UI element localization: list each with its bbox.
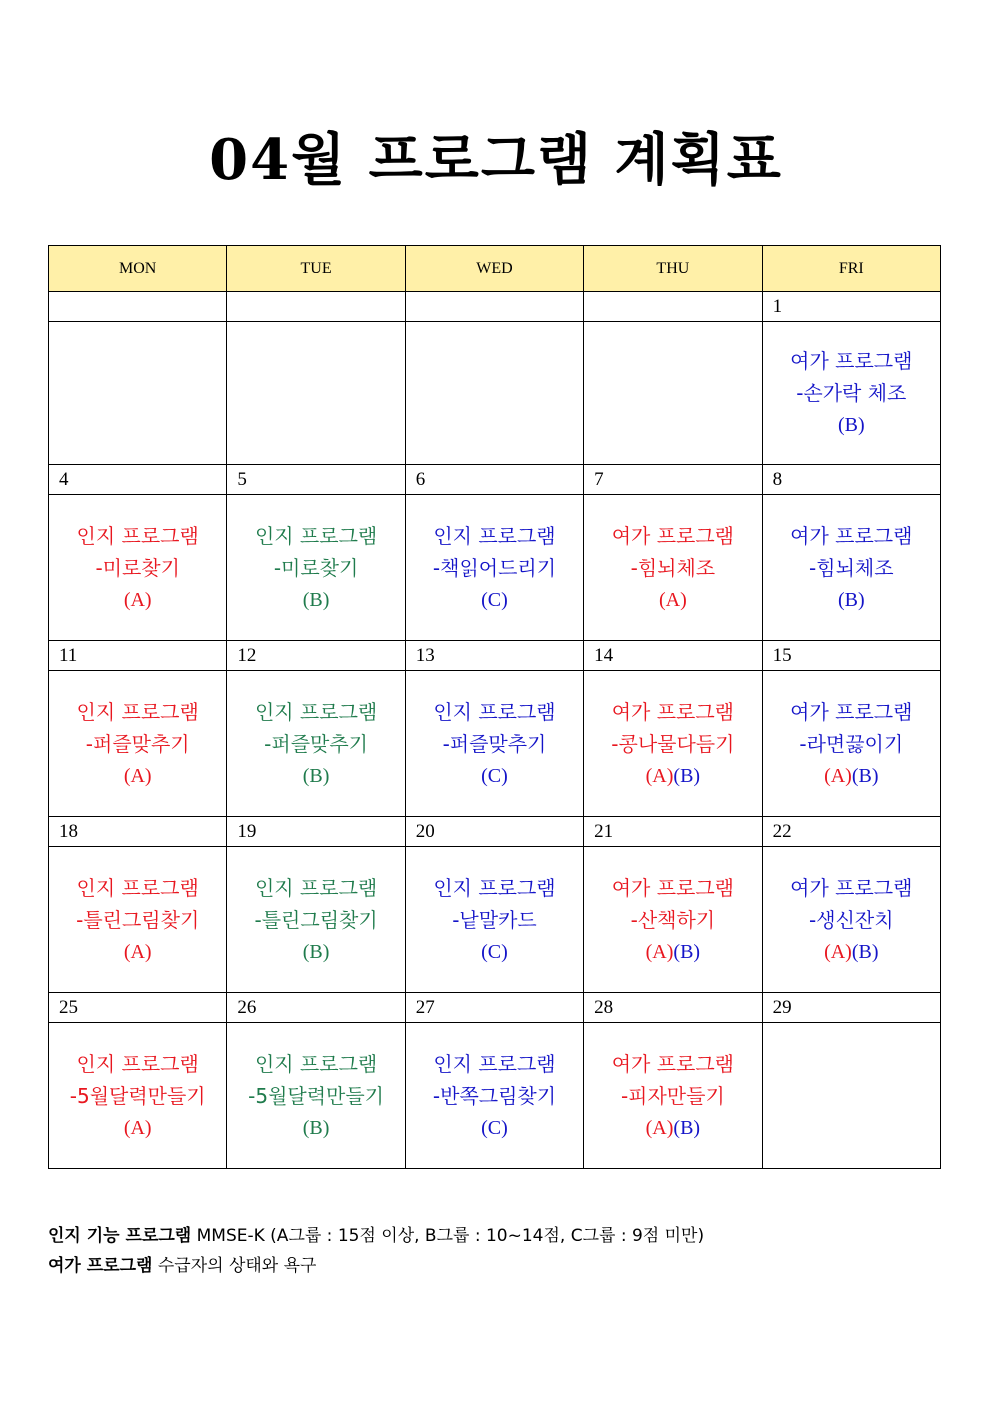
date-cell-fri: 29: [762, 993, 940, 1023]
program-type: 인지 프로그램: [76, 523, 199, 548]
group-label: (B): [673, 764, 701, 787]
legend-cognitive: [48, 1221, 704, 1251]
group-label: (C): [481, 940, 508, 963]
header-thu: THU: [584, 246, 762, 292]
date-cell-tue: 26: [227, 993, 405, 1023]
program-row: [49, 322, 941, 465]
date-cell-wed: 20: [405, 817, 583, 847]
program-activity: -산책하기: [630, 907, 716, 932]
group-label: (C): [481, 588, 508, 611]
program-groups: [763, 936, 940, 968]
program-cell-fri: [762, 671, 940, 817]
program-activity: -콩나물다듬기: [611, 731, 735, 756]
program-cell-tue: [227, 495, 405, 641]
date-row: [49, 465, 941, 495]
group-label: (A): [645, 764, 674, 787]
header-tue: TUE: [227, 246, 405, 292]
program-type: 여가 프로그램: [790, 699, 913, 724]
group-label: (B): [302, 764, 330, 787]
program-activity: -책읽어드리기: [432, 555, 557, 580]
program-cell-mon: [49, 847, 227, 993]
program-groups: [584, 936, 761, 968]
date-cell-mon: 18: [49, 817, 227, 847]
date-cell-tue: [227, 292, 405, 322]
program-activity: -퍼즐맞추기: [85, 731, 190, 756]
date-cell-tue: 19: [227, 817, 405, 847]
program-type: 인지 프로그램: [254, 699, 378, 724]
date-cell-mon: 25: [49, 993, 227, 1023]
date-row: [49, 993, 941, 1023]
program-cell-fri: [762, 1023, 940, 1169]
program-groups: [763, 409, 940, 441]
date-cell-fri: 22: [762, 817, 940, 847]
program-cell-tue: [227, 671, 405, 817]
program-cell-thu: [584, 322, 762, 465]
date-cell-thu: 21: [584, 817, 762, 847]
group-label: (A): [123, 1116, 152, 1139]
program-activity: -5월달력만들기: [69, 1083, 206, 1108]
page-title: 04월 프로그램 계획표: [209, 127, 783, 193]
date-cell-wed: 13: [405, 641, 583, 671]
program-groups: [49, 936, 226, 968]
group-label: (B): [851, 764, 879, 787]
program-type: 인지 프로그램: [254, 1051, 378, 1076]
program-activity: -틀린그림찾기: [76, 907, 200, 932]
program-type: 여가 프로그램: [790, 349, 913, 373]
program-groups: [49, 1112, 226, 1144]
group-label: (A): [123, 588, 152, 611]
group-label: (A): [658, 588, 687, 611]
date-cell-tue: 12: [227, 641, 405, 671]
program-type: 여가 프로그램: [611, 699, 734, 724]
program-row: [49, 671, 941, 817]
header-wed: WED: [405, 246, 583, 292]
program-cell-mon: [49, 1023, 227, 1169]
program-type: 인지 프로그램: [254, 523, 378, 548]
program-type: 여가 프로그램: [790, 875, 913, 900]
program-cell-wed: [405, 1023, 583, 1169]
program-cell-mon: [49, 671, 227, 817]
program-cell-thu: [584, 671, 762, 817]
program-type: 여가 프로그램: [611, 523, 734, 548]
program-row: [49, 495, 941, 641]
program-groups: [49, 760, 226, 792]
date-cell-wed: 6: [405, 465, 583, 495]
program-calendar: [48, 245, 941, 1169]
program-groups: [227, 584, 404, 616]
date-cell-fri: 1: [762, 292, 940, 322]
program-activity: -틀린그림찾기: [254, 907, 378, 932]
legend-cognitive-text: MMSE-K (A그룹 : 15점 이상, B그룹 : 10~14점, C그룹 : 9점 미만): [191, 1226, 705, 1246]
legend-leisure: [48, 1251, 316, 1281]
date-cell-tue: 5: [227, 465, 405, 495]
date-cell-fri: 15: [762, 641, 940, 671]
program-groups: [227, 936, 404, 968]
program-activity: -퍼즐맞추기: [264, 731, 368, 756]
date-cell-mon: 4: [49, 465, 227, 495]
program-cell-mon: [49, 322, 227, 465]
program-cell-wed: [405, 495, 583, 641]
program-type: 인지 프로그램: [254, 875, 378, 900]
program-cell-thu: [584, 847, 762, 993]
group-label: (A): [123, 940, 152, 963]
calendar-body: [49, 292, 941, 1169]
date-cell-thu: 7: [584, 465, 762, 495]
program-type: 인지 프로그램: [76, 1051, 199, 1076]
group-label: (B): [673, 1116, 701, 1139]
program-activity: -미로찾기: [95, 555, 180, 580]
program-cell-wed: [405, 847, 583, 993]
program-cell-mon: [49, 495, 227, 641]
program-cell-thu: [584, 1023, 762, 1169]
group-label: (B): [851, 940, 879, 963]
date-row: [49, 641, 941, 671]
program-cell-tue: [227, 847, 405, 993]
program-row: [49, 847, 941, 993]
date-cell-mon: 11: [49, 641, 227, 671]
header-fri: FRI: [762, 246, 940, 292]
program-groups: [406, 584, 583, 616]
date-row: [49, 817, 941, 847]
group-label: (A): [824, 940, 852, 963]
program-type: 인지 프로그램: [433, 875, 556, 900]
program-type: 인지 프로그램: [433, 1051, 556, 1076]
header-row: [49, 246, 941, 292]
program-type: 여가 프로그램: [611, 875, 734, 900]
program-groups: [406, 936, 583, 968]
group-label: (A): [123, 764, 152, 787]
program-activity: -라면끓이기: [799, 731, 904, 756]
program-cell-fri: [762, 495, 940, 641]
group-label: (B): [673, 940, 701, 963]
program-groups: [763, 760, 940, 792]
date-cell-mon: [49, 292, 227, 322]
program-groups: [227, 760, 404, 792]
date-cell-fri: 8: [762, 465, 940, 495]
program-groups: [406, 1112, 583, 1144]
program-groups: [406, 760, 583, 792]
group-label: (B): [302, 940, 330, 963]
program-cell-thu: [584, 495, 762, 641]
program-activity: -힘뇌체조: [630, 555, 716, 580]
program-groups: [584, 760, 761, 792]
program-activity: -힘뇌체조: [809, 555, 894, 580]
program-type: 인지 프로그램: [76, 875, 199, 900]
date-cell-wed: [405, 292, 583, 322]
date-cell-thu: 28: [584, 993, 762, 1023]
group-label: (B): [302, 1116, 330, 1139]
program-cell-wed: [405, 671, 583, 817]
group-label: (C): [481, 764, 508, 787]
date-row: [49, 292, 941, 322]
group-label: (B): [302, 588, 330, 611]
group-label: (A): [645, 1116, 674, 1139]
group-label: (A): [824, 764, 852, 787]
program-groups: [49, 584, 226, 616]
program-cell-tue: [227, 322, 405, 465]
program-activity: -반쪽그림찾기: [432, 1083, 557, 1108]
legend-cognitive-label: 인지 기능 프로그램: [48, 1226, 192, 1246]
program-activity: -생신잔치: [809, 907, 894, 932]
program-cell-fri: [762, 322, 940, 465]
program-activity: -미로찾기: [273, 555, 359, 580]
program-type: 여가 프로그램: [611, 1051, 734, 1076]
program-activity: -퍼즐맞추기: [442, 731, 547, 756]
program-cell-wed: [405, 322, 583, 465]
program-activity: -손가락 체조: [796, 381, 907, 405]
header-mon: MON: [49, 246, 227, 292]
program-cell-fri: [762, 847, 940, 993]
program-type: 인지 프로그램: [433, 523, 556, 548]
legend-leisure-label: 여가 프로그램: [48, 1256, 153, 1276]
program-activity: -낱말카드: [452, 907, 537, 932]
group-label: (B): [837, 588, 865, 611]
program-row: [49, 1023, 941, 1169]
legend-leisure-text: 수급자의 상태와 욕구: [152, 1256, 317, 1276]
date-cell-wed: 27: [405, 993, 583, 1023]
program-type: 인지 프로그램: [433, 699, 556, 724]
program-cell-tue: [227, 1023, 405, 1169]
group-label: (C): [481, 1116, 508, 1139]
program-groups: [227, 1112, 404, 1144]
program-activity: -5월달력만들기: [248, 1083, 385, 1108]
date-cell-thu: 14: [584, 641, 762, 671]
program-type: 인지 프로그램: [76, 699, 199, 724]
program-type: 여가 프로그램: [790, 523, 913, 548]
group-label: (A): [645, 940, 674, 963]
program-groups: [584, 1112, 761, 1144]
program-activity: -피자만들기: [620, 1083, 725, 1108]
group-label: (B): [837, 414, 865, 436]
program-groups: [584, 584, 761, 616]
date-cell-thu: [584, 292, 762, 322]
program-groups: [763, 584, 940, 616]
